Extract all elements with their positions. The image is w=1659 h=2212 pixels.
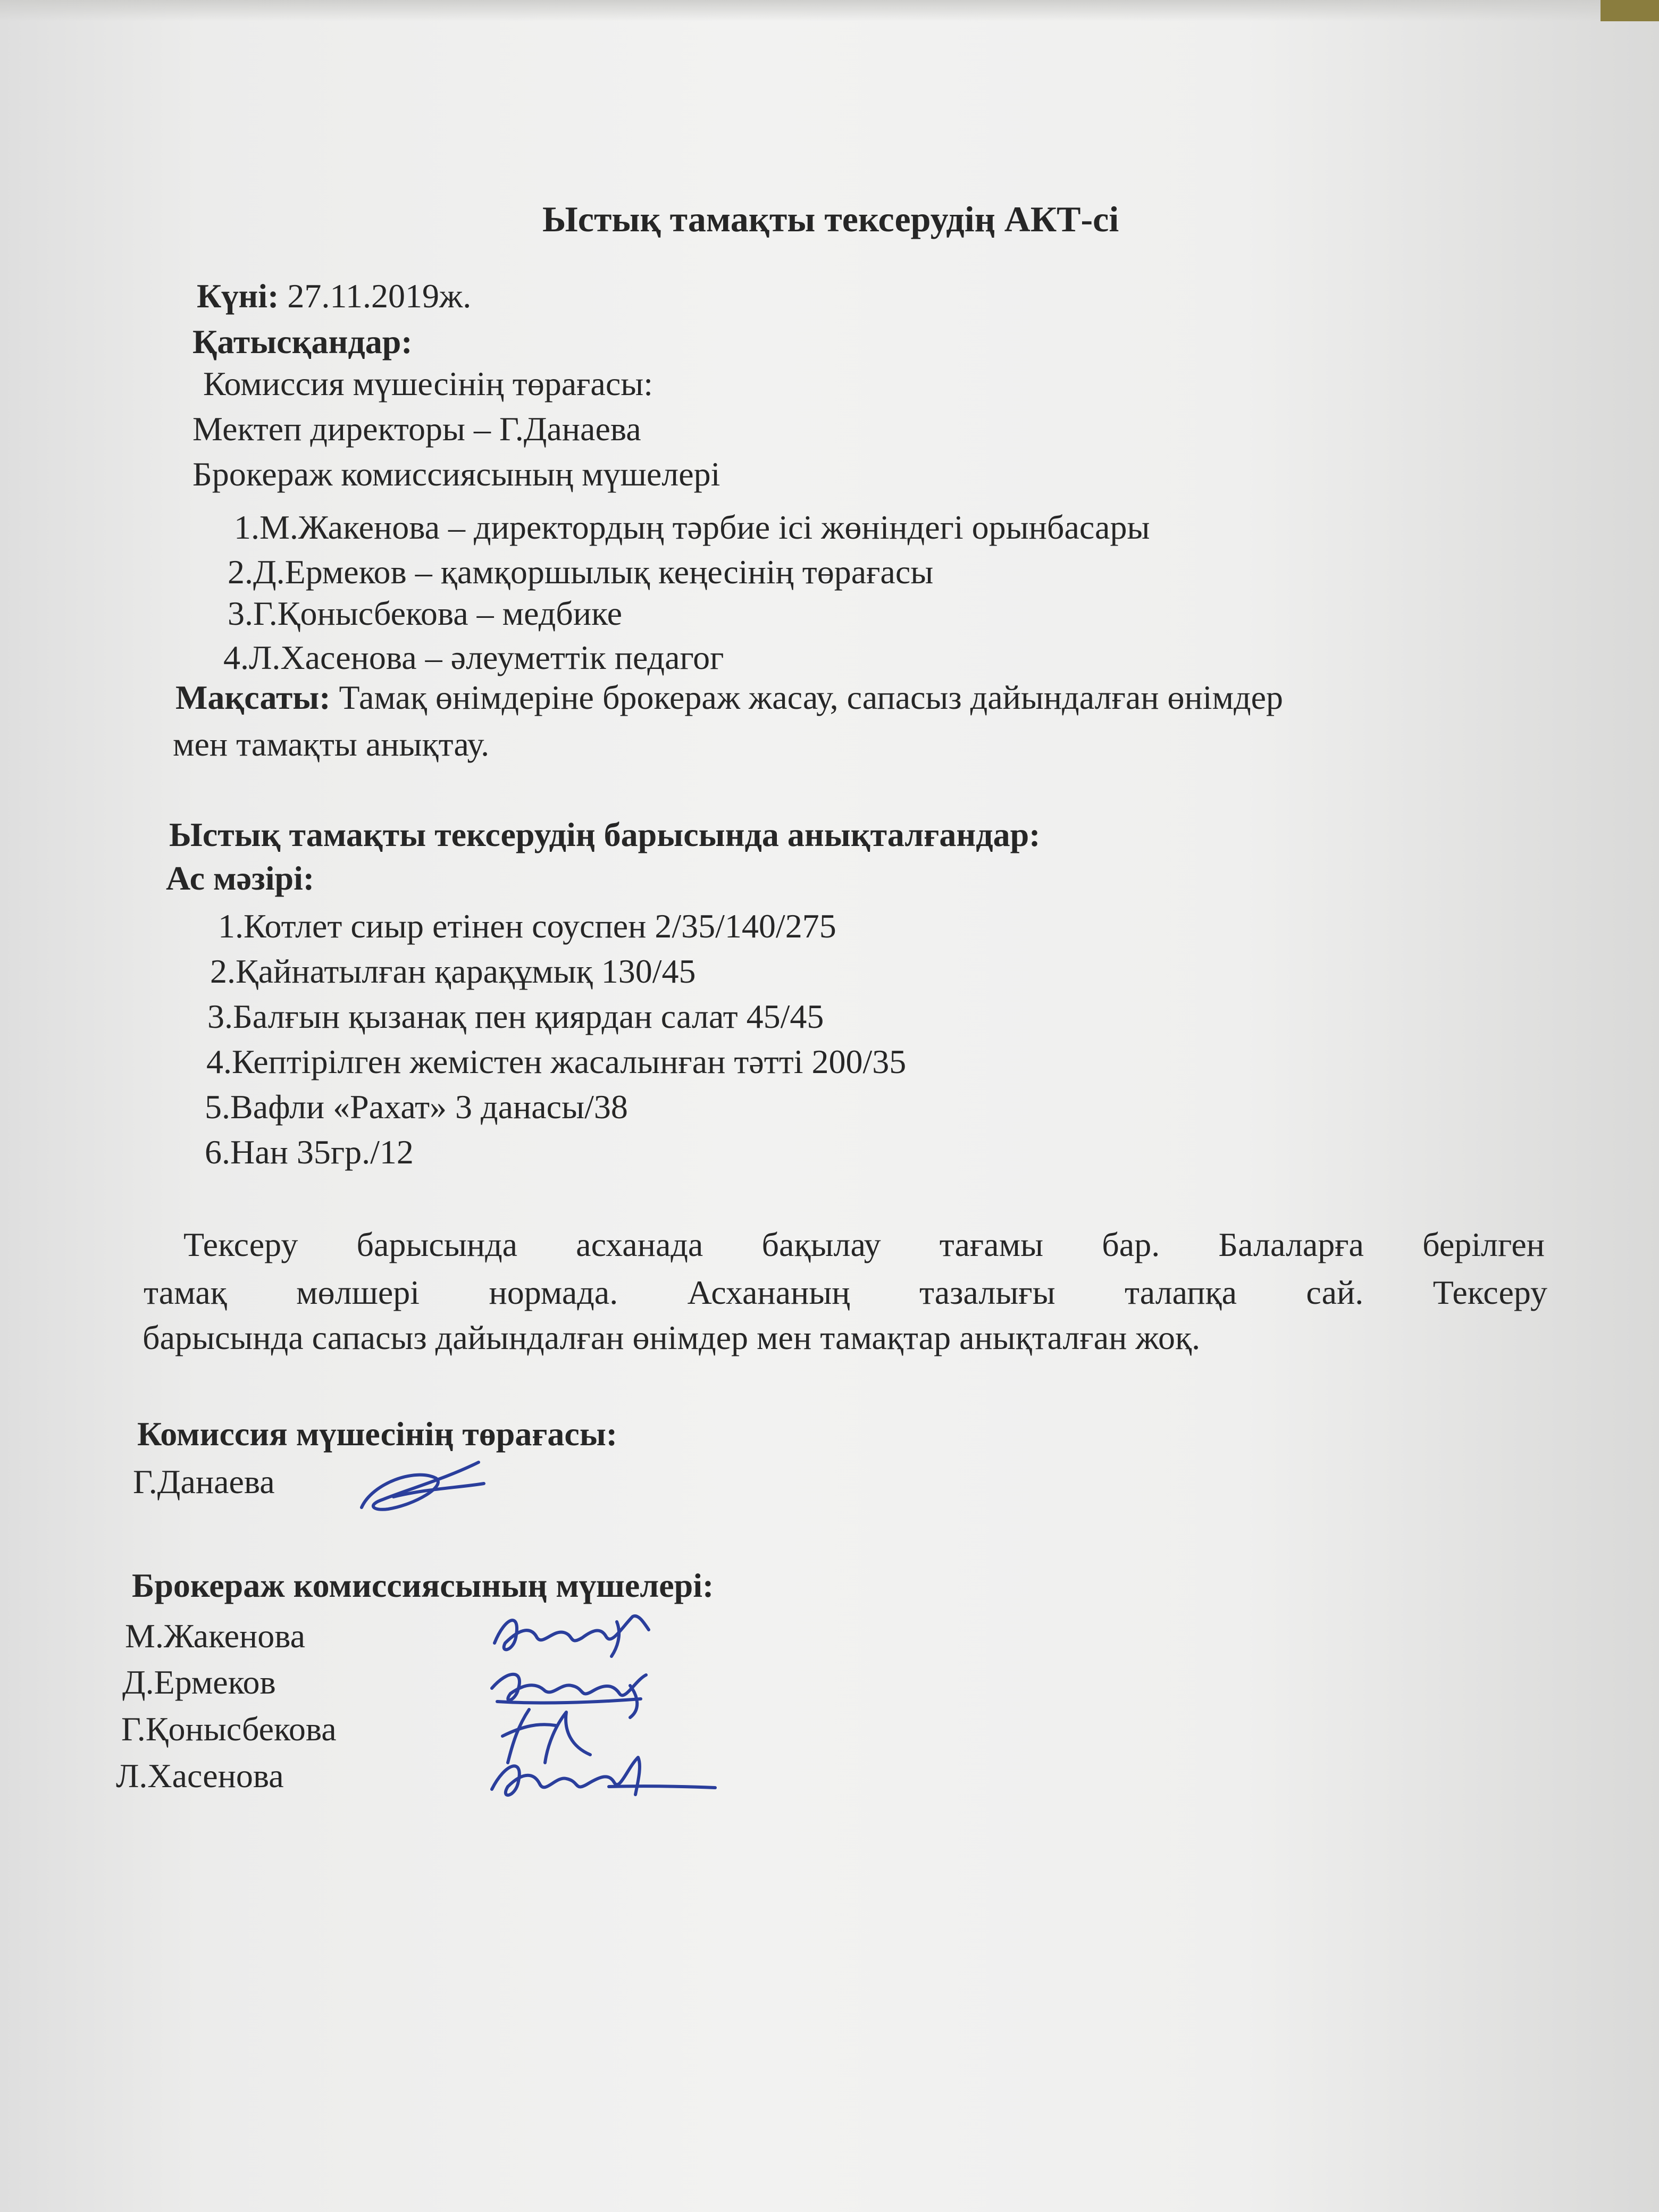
sign-member-name: Д.Ермеков [122,1663,276,1701]
chair-name: Мектеп директоры – Г.Данаева [192,410,641,448]
conclusion-line: барысында сапасыз дайындалған өнімдер мен тамақтар анықталған жоқ. [143,1319,1201,1356]
participants-label: Қатысқандар: [192,323,413,361]
menu-item: 4.Кептірілген жемістен жасалынған тәтті 200/35 [206,1043,907,1080]
chair-signature [351,1446,489,1521]
chair-role: Комиссия мүшесінің төрағасы: [203,365,653,403]
menu-item: 3.Балғын қызанақ пен қиярдан салат 45/45 [207,998,824,1035]
purpose-line [175,678,1284,716]
menu-item: 1.Котлет сиыр етінен соуспен 2/35/140/275 [218,907,836,945]
member-signature [489,1606,665,1664]
page-edge-shadow [0,0,1659,21]
member-item: 2.Д.Ермеков – қамқоршылық кеңесінің төрағасы [228,553,934,591]
purpose-text: Тамақ өнімдеріне брокераж жасау, сапасыз дайындалған өнімдер [339,678,1284,716]
sign-member-name: Г.Қонысбекова [121,1710,337,1748]
date-label: Күні: [197,277,279,315]
sign-members-label: Брокераж комиссиясының мүшелері: [132,1566,714,1604]
findings-heading: Ыстық тамақты тексерудің барысында анықталғандар: [169,816,1041,853]
sign-member-name: Л.Хасенова [116,1757,284,1795]
member-item: 1.М.Жакенова – директордың тәрбие ісі жөніндегі орынбасары [234,508,1150,546]
member-item: 3.Г.Қонысбекова – медбике [228,594,622,632]
document-title: Ыстық тамақты тексерудің АКТ-сі [542,199,1119,239]
sign-chair-label: Комиссия мүшесінің төрағасы: [137,1415,618,1453]
purpose-label: Мақсаты: [175,678,331,716]
conclusion-line: Тексеру барысында асханада бақылау тағамы бар. Балаларға берілген [183,1226,1545,1263]
menu-item: 2.Қайнатылған қарақұмық 130/45 [210,952,696,990]
sign-chair-name: Г.Данаева [133,1463,275,1501]
menu-label: Ас мәзірі: [166,859,315,897]
menu-item: 6.Нан 35гр./12 [205,1133,414,1171]
background-object [1601,0,1659,21]
purpose-text-continued: мен тамақты анықтау. [173,725,490,763]
member-signature [487,1749,720,1813]
date-value: 27.11.2019ж. [287,277,472,315]
sign-member-name: М.Жакенова [125,1617,305,1655]
members-heading: Брокераж комиссиясының мүшелері [192,455,720,493]
date-line [197,279,471,313]
menu-item: 5.Вафли «Рахат» 3 данасы/38 [205,1088,628,1126]
conclusion-line: тамақ мөлшері нормада. Асхананың тазалығы талапқа сай. Тексеру [144,1273,1547,1311]
member-item: 4.Л.Хасенова – әлеуметтік педагог [223,639,724,676]
